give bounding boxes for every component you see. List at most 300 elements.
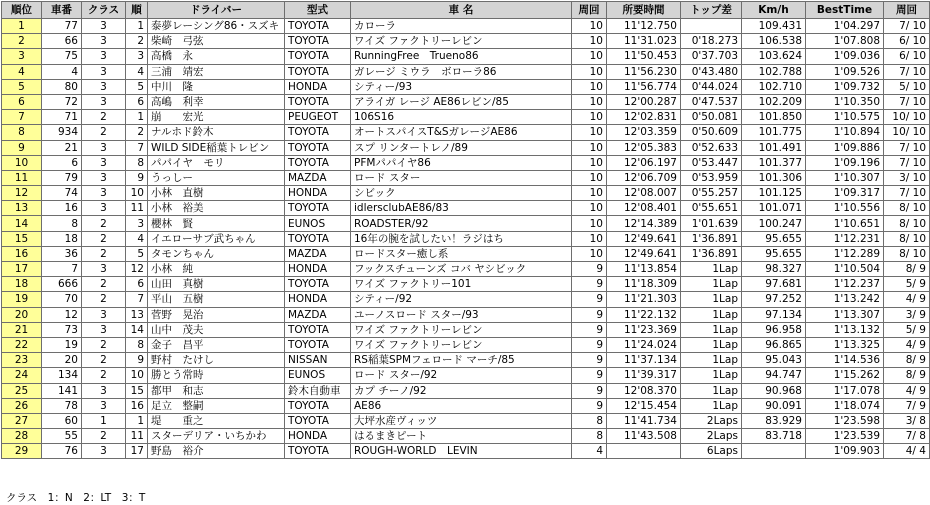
header-speed: Km/h	[742, 2, 806, 19]
cell-best-time: 1'09.903	[806, 444, 884, 459]
cell-gap-to-top: 0'50.609	[681, 125, 742, 140]
cell-total-time: 12'49.641	[607, 246, 681, 261]
class-legend: クラス 1：N 2：LT 3：T	[6, 492, 146, 504]
cell-car-name: シティー/93	[351, 79, 572, 94]
cell-best-time: 1'09.886	[806, 140, 884, 155]
cell-gap-to-top: 0'47.537	[681, 94, 742, 109]
cell-best-lap: 4/ 4	[884, 444, 930, 459]
cell-best-time: 1'15.262	[806, 368, 884, 383]
cell-position: 4	[2, 64, 42, 79]
cell-speed: 95.655	[742, 246, 806, 261]
cell-car-name: カプ チーノ/92	[351, 383, 572, 398]
table-row	[2, 49, 930, 64]
cell-car-number: 16	[42, 201, 82, 216]
cell-driver: WILD SIDE稲葉トレビン	[148, 140, 285, 155]
results-table	[1, 1, 930, 459]
cell-best-time: 1'23.598	[806, 413, 884, 428]
cell-driver: タモンちゃん	[148, 246, 285, 261]
cell-car-name: ワイズ ファクトリー101	[351, 277, 572, 292]
cell-best-time: 1'10.350	[806, 94, 884, 109]
header-best-lap: 周回	[884, 2, 930, 19]
cell-car-name: ROADSTER/92	[351, 216, 572, 231]
cell-car-name: ワイズ ファクトリーレビン	[351, 322, 572, 337]
table-row	[2, 277, 930, 292]
cell-class: 3	[82, 398, 126, 413]
cell-best-lap: 8/ 10	[884, 246, 930, 261]
cell-total-time: 12'08.007	[607, 186, 681, 201]
cell-class: 2	[82, 292, 126, 307]
table-row	[2, 94, 930, 109]
table-row	[2, 140, 930, 155]
cell-car-number: 71	[42, 110, 82, 125]
cell-car-number: 66	[42, 34, 82, 49]
cell-gap-to-top: 6Laps	[681, 444, 742, 459]
table-row	[2, 201, 930, 216]
cell-best-lap: 8/ 10	[884, 216, 930, 231]
cell-class-rank: 11	[126, 201, 148, 216]
cell-speed: 101.491	[742, 140, 806, 155]
cell-best-lap: 4/ 9	[884, 383, 930, 398]
cell-class-rank: 10	[126, 368, 148, 383]
table-row	[2, 34, 930, 49]
table-row	[2, 413, 930, 428]
cell-car-name: ROUGH-WORLD LEVIN	[351, 444, 572, 459]
table-body	[2, 19, 930, 459]
cell-car-name: シビック	[351, 186, 572, 201]
cell-class-rank: 4	[126, 231, 148, 246]
cell-best-time: 1'13.307	[806, 307, 884, 322]
cell-model: TOYOTA	[285, 140, 351, 155]
cell-speed: 95.655	[742, 231, 806, 246]
cell-total-time: 11'56.230	[607, 64, 681, 79]
cell-position: 12	[2, 186, 42, 201]
cell-speed: 106.538	[742, 34, 806, 49]
cell-position: 2	[2, 34, 42, 49]
cell-car-number: 134	[42, 368, 82, 383]
cell-driver: パパイヤ モリ	[148, 155, 285, 170]
cell-class-rank: 3	[126, 216, 148, 231]
cell-class: 3	[82, 444, 126, 459]
cell-laps: 9	[572, 277, 607, 292]
cell-position: 14	[2, 216, 42, 231]
table-row	[2, 125, 930, 140]
cell-car-number: 934	[42, 125, 82, 140]
cell-model: HONDA	[285, 292, 351, 307]
cell-class: 2	[82, 110, 126, 125]
cell-position: 18	[2, 277, 42, 292]
cell-car-number: 19	[42, 337, 82, 352]
cell-driver: 平山 五樹	[148, 292, 285, 307]
cell-model: TOYOTA	[285, 94, 351, 109]
cell-speed: 101.125	[742, 186, 806, 201]
cell-gap-to-top: 0'53.447	[681, 155, 742, 170]
cell-best-time: 1'18.074	[806, 398, 884, 413]
cell-driver: ナルホド鈴木	[148, 125, 285, 140]
cell-class: 3	[82, 186, 126, 201]
cell-class-rank: 1	[126, 110, 148, 125]
cell-car-name: シティー/92	[351, 292, 572, 307]
cell-gap-to-top: 1Lap	[681, 292, 742, 307]
cell-laps: 10	[572, 140, 607, 155]
cell-total-time: 12'49.641	[607, 231, 681, 246]
cell-class-rank: 9	[126, 353, 148, 368]
cell-car-number: 8	[42, 216, 82, 231]
cell-total-time: 11'12.750	[607, 19, 681, 34]
cell-total-time: 11'18.309	[607, 277, 681, 292]
cell-class-rank: 9	[126, 170, 148, 185]
cell-car-name: ガレージ ミウラ ボローラ86	[351, 64, 572, 79]
cell-driver: 野村 たけし	[148, 353, 285, 368]
cell-laps: 10	[572, 246, 607, 261]
cell-car-name: PFMパパイヤ86	[351, 155, 572, 170]
cell-car-name: スプ リンタートレノ/89	[351, 140, 572, 155]
cell-model: MAZDA	[285, 246, 351, 261]
cell-class: 2	[82, 368, 126, 383]
cell-gap-to-top: 1Lap	[681, 337, 742, 352]
cell-best-lap: 8/ 9	[884, 262, 930, 277]
cell-driver: 三浦 靖宏	[148, 64, 285, 79]
cell-position: 29	[2, 444, 42, 459]
cell-class-rank: 4	[126, 64, 148, 79]
cell-laps: 10	[572, 201, 607, 216]
cell-speed: 101.071	[742, 201, 806, 216]
cell-gap-to-top: 2Laps	[681, 413, 742, 428]
cell-position: 26	[2, 398, 42, 413]
header-best-time: BestTime	[806, 2, 884, 19]
cell-car-name: 106S16	[351, 110, 572, 125]
table-header	[2, 2, 930, 19]
cell-driver: 堤 重之	[148, 413, 285, 428]
cell-position: 17	[2, 262, 42, 277]
cell-car-name: ロード スター/92	[351, 368, 572, 383]
cell-gap-to-top: 0'43.480	[681, 64, 742, 79]
cell-position: 13	[2, 201, 42, 216]
header-model: 型式	[285, 2, 351, 19]
cell-car-name: 16年の腕を試したい！ラジはち	[351, 231, 572, 246]
cell-total-time: 12'06.197	[607, 155, 681, 170]
cell-model: TOYOTA	[285, 322, 351, 337]
cell-driver: 高嶋 利幸	[148, 94, 285, 109]
cell-class: 3	[82, 307, 126, 322]
cell-car-name: はるまきピート	[351, 429, 572, 444]
cell-laps: 9	[572, 292, 607, 307]
cell-speed: 90.091	[742, 398, 806, 413]
cell-class: 3	[82, 19, 126, 34]
cell-best-lap: 6/ 10	[884, 34, 930, 49]
cell-best-lap: 8/ 10	[884, 231, 930, 246]
cell-laps: 8	[572, 413, 607, 428]
cell-driver: うっしー	[148, 170, 285, 185]
cell-laps: 9	[572, 383, 607, 398]
cell-laps: 10	[572, 34, 607, 49]
cell-laps: 9	[572, 398, 607, 413]
cell-car-number: 70	[42, 292, 82, 307]
cell-car-name: カローラ	[351, 19, 572, 34]
cell-driver: イエローサブ武ちゃん	[148, 231, 285, 246]
cell-model: MAZDA	[285, 307, 351, 322]
cell-model: NISSAN	[285, 353, 351, 368]
cell-best-time: 1'09.317	[806, 186, 884, 201]
cell-best-time: 1'10.575	[806, 110, 884, 125]
header-position: 順位	[2, 2, 42, 19]
cell-laps: 10	[572, 94, 607, 109]
cell-position: 20	[2, 307, 42, 322]
cell-total-time: 11'43.508	[607, 429, 681, 444]
header-driver: ドライバー	[148, 2, 285, 19]
cell-best-time: 1'10.504	[806, 262, 884, 277]
table-row	[2, 110, 930, 125]
cell-laps: 10	[572, 49, 607, 64]
cell-model: HONDA	[285, 79, 351, 94]
cell-class: 3	[82, 262, 126, 277]
cell-car-number: 60	[42, 413, 82, 428]
cell-total-time: 11'39.317	[607, 368, 681, 383]
cell-class: 3	[82, 64, 126, 79]
cell-car-number: 77	[42, 19, 82, 34]
cell-car-name: ユーノスロード スター/93	[351, 307, 572, 322]
cell-laps: 10	[572, 231, 607, 246]
cell-speed: 94.747	[742, 368, 806, 383]
cell-class: 2	[82, 231, 126, 246]
cell-speed: 83.718	[742, 429, 806, 444]
cell-model: TOYOTA	[285, 231, 351, 246]
cell-car-name: オートスパイスT&SガレージAE86	[351, 125, 572, 140]
cell-best-time: 1'09.526	[806, 64, 884, 79]
cell-speed: 96.865	[742, 337, 806, 352]
cell-speed: 101.775	[742, 125, 806, 140]
cell-car-name: ロード スター	[351, 170, 572, 185]
cell-gap-to-top: 0'52.633	[681, 140, 742, 155]
cell-best-lap: 7/ 10	[884, 140, 930, 155]
cell-class-rank: 14	[126, 322, 148, 337]
cell-laps: 9	[572, 322, 607, 337]
cell-laps: 10	[572, 155, 607, 170]
cell-driver: 泰夢レーシング86・スズキ	[148, 19, 285, 34]
cell-driver: 山中 茂夫	[148, 322, 285, 337]
cell-best-lap: 3/ 9	[884, 307, 930, 322]
cell-gap-to-top: 2Laps	[681, 429, 742, 444]
cell-laps: 10	[572, 125, 607, 140]
table-row	[2, 186, 930, 201]
cell-position: 10	[2, 155, 42, 170]
cell-best-lap: 7/ 10	[884, 19, 930, 34]
header-class-rank: 順	[126, 2, 148, 19]
cell-position: 25	[2, 383, 42, 398]
cell-position: 19	[2, 292, 42, 307]
cell-driver: 崩 宏光	[148, 110, 285, 125]
cell-car-number: 79	[42, 170, 82, 185]
cell-best-time: 1'07.808	[806, 34, 884, 49]
cell-driver: 勝とう常時	[148, 368, 285, 383]
cell-position: 6	[2, 94, 42, 109]
cell-position: 21	[2, 322, 42, 337]
cell-best-lap: 6/ 10	[884, 49, 930, 64]
cell-model: HONDA	[285, 186, 351, 201]
cell-car-number: 6	[42, 155, 82, 170]
cell-best-time: 1'09.196	[806, 155, 884, 170]
cell-model: HONDA	[285, 262, 351, 277]
table-row	[2, 307, 930, 322]
cell-driver: 柴崎 弓弦	[148, 34, 285, 49]
cell-gap-to-top: 0'37.703	[681, 49, 742, 64]
cell-speed: 97.681	[742, 277, 806, 292]
table-row	[2, 231, 930, 246]
cell-speed: 109.431	[742, 19, 806, 34]
cell-driver: 小林 直樹	[148, 186, 285, 201]
cell-model: TOYOTA	[285, 19, 351, 34]
cell-model: MAZDA	[285, 170, 351, 185]
cell-car-number: 666	[42, 277, 82, 292]
table-row	[2, 383, 930, 398]
cell-total-time: 11'24.024	[607, 337, 681, 352]
cell-class: 3	[82, 155, 126, 170]
cell-best-time: 1'09.036	[806, 49, 884, 64]
cell-model: TOYOTA	[285, 413, 351, 428]
cell-best-lap: 7/ 10	[884, 94, 930, 109]
cell-best-time: 1'04.297	[806, 19, 884, 34]
table-row	[2, 337, 930, 352]
cell-gap-to-top: 1Lap	[681, 398, 742, 413]
cell-best-lap: 10/ 10	[884, 125, 930, 140]
cell-total-time: 11'21.303	[607, 292, 681, 307]
cell-class-rank: 1	[126, 413, 148, 428]
cell-class-rank: 6	[126, 94, 148, 109]
cell-total-time: 11'13.854	[607, 262, 681, 277]
cell-total-time: 12'14.389	[607, 216, 681, 231]
cell-class: 3	[82, 94, 126, 109]
cell-gap-to-top: 0'55.651	[681, 201, 742, 216]
cell-class: 3	[82, 140, 126, 155]
cell-gap-to-top: 0'44.024	[681, 79, 742, 94]
cell-car-name: AE86	[351, 398, 572, 413]
cell-position: 16	[2, 246, 42, 261]
cell-model: 鈴木自動車	[285, 383, 351, 398]
cell-car-number: 55	[42, 429, 82, 444]
cell-driver: 菅野 晃治	[148, 307, 285, 322]
header-total-time: 所要時間	[607, 2, 681, 19]
cell-model: TOYOTA	[285, 398, 351, 413]
cell-class-rank: 5	[126, 246, 148, 261]
cell-laps: 10	[572, 110, 607, 125]
cell-class-rank: 2	[126, 34, 148, 49]
cell-gap-to-top: 0'50.081	[681, 110, 742, 125]
cell-driver: 高橋 永	[148, 49, 285, 64]
cell-class-rank: 12	[126, 262, 148, 277]
cell-gap-to-top: 1Lap	[681, 368, 742, 383]
cell-class: 3	[82, 322, 126, 337]
cell-gap-to-top: 0'53.959	[681, 170, 742, 185]
cell-class-rank: 10	[126, 186, 148, 201]
cell-car-name: アライガ レージ AE86レビン/85	[351, 94, 572, 109]
header-car-name: 車 名	[351, 2, 572, 19]
cell-car-name: ワイズ ファクトリーレビン	[351, 337, 572, 352]
cell-best-time: 1'23.539	[806, 429, 884, 444]
cell-laps: 10	[572, 216, 607, 231]
cell-total-time: 12'02.831	[607, 110, 681, 125]
table-row	[2, 262, 930, 277]
cell-position: 24	[2, 368, 42, 383]
cell-gap-to-top: 1'36.891	[681, 246, 742, 261]
cell-class: 2	[82, 337, 126, 352]
cell-best-lap: 4/ 9	[884, 292, 930, 307]
cell-model: TOYOTA	[285, 155, 351, 170]
cell-position: 9	[2, 140, 42, 155]
cell-total-time: 11'50.453	[607, 49, 681, 64]
cell-speed: 96.958	[742, 322, 806, 337]
cell-total-time: 11'56.774	[607, 79, 681, 94]
cell-total-time: 12'00.287	[607, 94, 681, 109]
cell-car-number: 74	[42, 186, 82, 201]
cell-gap-to-top: 1'36.891	[681, 231, 742, 246]
table-row	[2, 155, 930, 170]
cell-laps: 8	[572, 429, 607, 444]
cell-position: 7	[2, 110, 42, 125]
cell-best-time: 1'10.556	[806, 201, 884, 216]
cell-gap-to-top: 1Lap	[681, 307, 742, 322]
cell-laps: 9	[572, 368, 607, 383]
cell-speed: 100.247	[742, 216, 806, 231]
header-row	[2, 2, 930, 19]
cell-laps: 9	[572, 262, 607, 277]
cell-class-rank: 3	[126, 49, 148, 64]
cell-driver: 小林 純	[148, 262, 285, 277]
cell-best-time: 1'10.307	[806, 170, 884, 185]
cell-car-number: 80	[42, 79, 82, 94]
cell-best-lap: 7/ 10	[884, 155, 930, 170]
cell-position: 3	[2, 49, 42, 64]
cell-best-lap: 10/ 10	[884, 110, 930, 125]
table-row	[2, 170, 930, 185]
cell-best-lap: 8/ 9	[884, 368, 930, 383]
cell-laps: 10	[572, 64, 607, 79]
cell-speed: 97.252	[742, 292, 806, 307]
cell-driver: 都甲 和志	[148, 383, 285, 398]
cell-car-number: 7	[42, 262, 82, 277]
cell-driver: 金子 昌平	[148, 337, 285, 352]
header-laps: 周回	[572, 2, 607, 19]
cell-class-rank: 16	[126, 398, 148, 413]
cell-gap-to-top: 0'18.273	[681, 34, 742, 49]
cell-car-number: 75	[42, 49, 82, 64]
cell-model: TOYOTA	[285, 444, 351, 459]
cell-speed: 98.327	[742, 262, 806, 277]
table-row	[2, 246, 930, 261]
table-row	[2, 322, 930, 337]
cell-car-number: 72	[42, 94, 82, 109]
cell-best-time: 1'13.242	[806, 292, 884, 307]
cell-class: 2	[82, 277, 126, 292]
cell-class-rank: 7	[126, 292, 148, 307]
cell-model: PEUGEOT	[285, 110, 351, 125]
cell-class-rank: 8	[126, 337, 148, 352]
table-row	[2, 398, 930, 413]
table-row	[2, 216, 930, 231]
cell-best-lap: 3/ 8	[884, 413, 930, 428]
table-row	[2, 444, 930, 459]
cell-gap-to-top: 1Lap	[681, 277, 742, 292]
cell-best-time: 1'10.894	[806, 125, 884, 140]
cell-laps: 9	[572, 353, 607, 368]
cell-total-time: 12'05.383	[607, 140, 681, 155]
cell-total-time: 12'03.359	[607, 125, 681, 140]
cell-best-lap: 7/ 10	[884, 64, 930, 79]
cell-laps: 4	[572, 444, 607, 459]
cell-gap-to-top: 1Lap	[681, 322, 742, 337]
cell-class: 3	[82, 201, 126, 216]
cell-car-number: 73	[42, 322, 82, 337]
cell-model: TOYOTA	[285, 34, 351, 49]
cell-model: EUNOS	[285, 368, 351, 383]
